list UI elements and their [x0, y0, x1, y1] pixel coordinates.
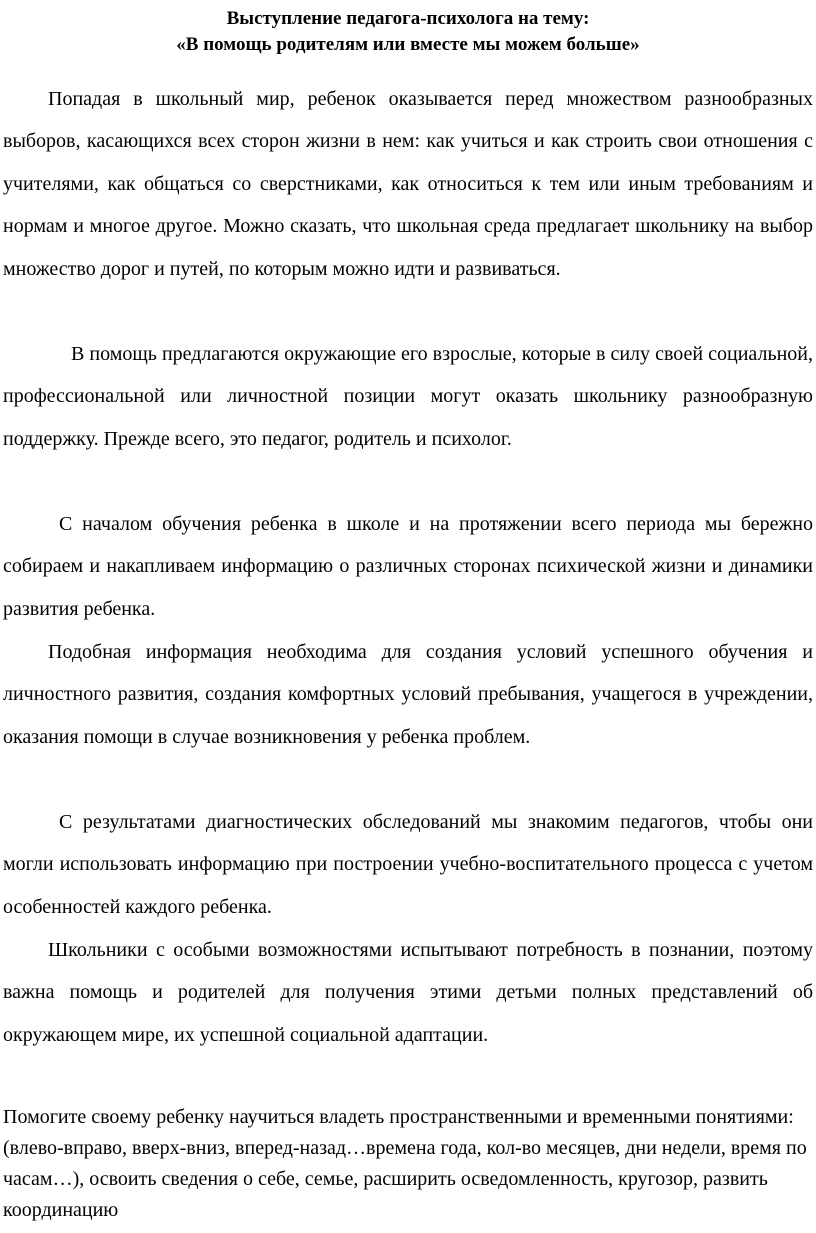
paragraph-6: Школьники с особыми возможностями испытывают потребность в познании, поэтому важна помощь и родителей для получения этими детьми полных представлений об окружающем мире, их успешной социальной адаптации.: [3, 939, 813, 1046]
paragraph-5: С результатами диагностических обследований мы знакомим педагогов, чтобы они могли использовать информацию при построении учебно-воспитательного процесса с учетом особенностей каждого ребенка.: [3, 811, 813, 918]
paragraph-7: Помогите своему ребенку научиться владеть пространственными и временными понятиями: (влево-вправо, вверх-вниз, вперед-назад…времена года, кол-во месяцев, дни недели, время по часам…), освоить сведения о себе, семье, расширить осведомленность, кругозор, развить координацию: [3, 1106, 807, 1221]
paragraph-2: В помощь предлагаются окружающие его взрослые, которые в силу своей социальной, профессиональной или личностной позиции могут оказать школьнику разнообразную поддержку. Прежде всего, это педагог, родитель и психолог.: [3, 343, 813, 450]
document-title-line-1: Выступление педагога-психолога на тему:: [226, 8, 590, 29]
document-title-line-2: «В помощь родителям или вместе мы можем больше»: [176, 34, 640, 55]
paragraph-1: Попадая в школьный мир, ребенок оказывается перед множеством разнообразных выборов, касающихся всех сторон жизни в нем: как учиться и как строить свои отношения с учителями, как общаться со сверстниками, как относиться к тем или иным требованиям и нормам и многое другое. Можно сказать, что школьная среда предлагает школьнику на выбор множество дорог и путей, по которым можно идти и развиваться.: [3, 88, 813, 280]
paragraph-3: С началом обучения ребенка в школе и на протяжении всего периода мы бережно собираем и накапливаем информацию о различных сторонах психической жизни и динамики развития ребенка.: [3, 513, 813, 620]
paragraph-4: Подобная информация необходима для создания условий успешного обучения и личностного развития, создания комфортных условий пребывания, учащегося в учреждении, оказания помощи в случае возникновения у ребенка проблем.: [3, 641, 813, 748]
